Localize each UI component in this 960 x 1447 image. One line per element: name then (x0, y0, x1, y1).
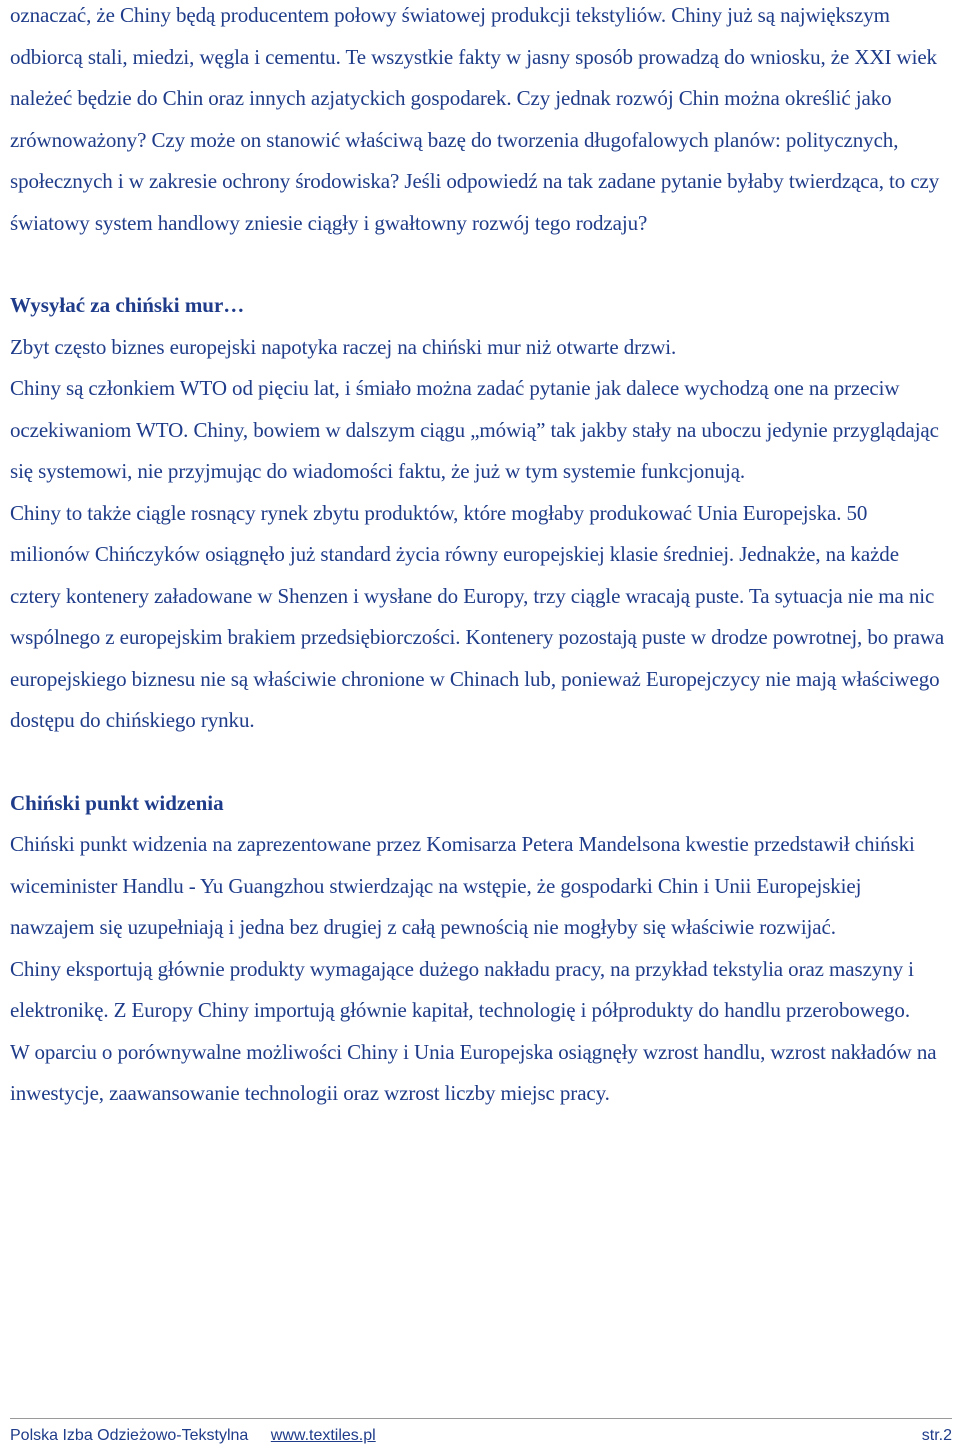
footer-website-link[interactable]: www.textiles.pl (270, 1427, 376, 1444)
document-page (10, 0, 950, 1115)
footer-page-number: str.2 (921, 1427, 952, 1444)
section1-paragraph-1: Zbyt często biznes europejski napotyka raczej na chiński mur niż otwarte drzwi. (10, 334, 677, 359)
section1-paragraph-2: Chiny są członkiem WTO od pięciu lat, i śmiało można zadać pytanie jak dalece wychodzą one na przeciw oczekiwaniom WTO. Chiny, bowiem w dalszym ciągu „mówią” tak jakby stały na uboczu jedynie przyglądając się systemowi, nie przyjmując do wiadomości faktu, że już w tym systemie funkcjonują. (10, 376, 939, 483)
section-heading-chinese-view: Chiński punkt widzenia (10, 790, 224, 815)
section-heading-chinese-wall: Wysyłać za chiński mur… (10, 293, 245, 317)
section2-paragraph-2: Chiny eksportują głównie produkty wymagające dużego nakładu pracy, na przykład tekstylia oraz maszyny i elektronikę. Z Europy Chiny importują głównie kapitał, technologię i półprodukty do handlu przerobowego. (10, 956, 914, 1022)
page-footer (10, 1418, 952, 1447)
footer-left (10, 1427, 376, 1445)
section1-paragraph-3: Chiny to także ciągle rosnący rynek zbytu produktów, które mogłaby produkować Unia Europejska. 50 milionów Chińczyków osiągnęło już standard życia równy europejskiej klasie średniej. Jednakże, na każde cztery kontenery załadowane w Shenzen i wysłane do Europy, trzy ciągle wracają puste. Ta sytuacja nie ma nic wspólnego z europejskim brakiem przedsiębiorczości. Kontenery pozostają puste w drodze powrotnej, bo prawa europejskiego biznesu nie są właściwie chronione w Chinach lub, ponieważ Europejczycy nie mają właściwego dostępu do chińskiego rynku. (10, 500, 945, 732)
section2-paragraph-3: W oparciu o porównywalne możliwości Chiny i Unia Europejska osiągnęły wzrost handlu, wzrost nakładów na inwestycje, zaawansowanie technologii oraz wzrost liczby miejsc pracy. (10, 1039, 937, 1105)
intro-paragraph: oznaczać, że Chiny będą producentem połowy światowej produkcji tekstyliów. Chiny już są największym odbiorcą stali, miedzi, węgla i cementu. Te wszystkie fakty w jasny sposób prowadzą do wniosku, że XXI wiek należeć będzie do Chin oraz innych azjatyckich gospodarek. Czy jednak rozwój Chin można określić jako zrównoważony? Czy może on stanowić właściwą bazę do tworzenia długofalowych planów: politycznych, społecznych i w zakresie ochrony środowiska? Jeśli odpowiedź na tak zadane pytanie byłaby twierdząca, to czy światowy system handlowy zniesie ciągły i gwałtowny rozwój tego rodzaju? (10, 3, 940, 235)
section2-paragraph-1: Chiński punkt widzenia na zaprezentowane przez Komisarza Petera Mandelsona kwestie przedstawił chiński wiceminister Handlu - Yu Guangzhou stwierdzając na wstępie, że gospodarki Chin i Unii Europejskiej nawzajem się uzupełniają i jedna bez drugiej z całą pewnością nie mogłyby się właściwie rozwijać. (10, 832, 915, 939)
footer-organization: Polska Izba Odzieżowo-Tekstylna (10, 1427, 249, 1444)
